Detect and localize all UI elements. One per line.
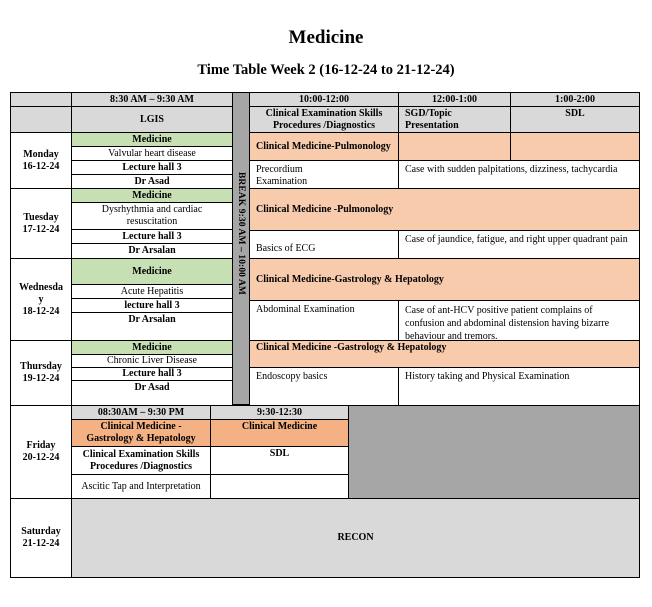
wednesday-topic: Acute Hepatitis: [71, 284, 233, 299]
day-name: Thursday: [20, 361, 62, 372]
monday-subject: Medicine: [71, 132, 233, 147]
day-date: 20-12-24: [22, 452, 60, 463]
friday-clinical-2: Clinical Medicine: [210, 419, 349, 447]
friday-empty: [210, 474, 349, 499]
friday-blocked-area: [348, 405, 640, 499]
break-column: [232, 92, 250, 405]
header-slot-3: 12:00-1:00: [398, 92, 511, 107]
wednesday-venue: lecture hall 3: [71, 298, 233, 313]
tuesday-case: Case of jaundice, fatigue, and right upper quadrant pain: [398, 230, 640, 259]
page-subtitle: Time Table Week 2 (16-12-24 to 21-12-24): [197, 62, 455, 78]
day-date: 17-12-24: [22, 223, 60, 235]
friday-clinical-1: Clinical Medicine - Gastrology & Hepatology: [71, 419, 211, 447]
header-corner-2: [10, 106, 72, 133]
day-date: 16-12-24: [22, 160, 60, 172]
day-saturday: [10, 498, 72, 578]
thursday-exam: Endoscopy basics: [249, 367, 399, 406]
day-date: 21-12-24: [22, 538, 60, 549]
break-label: BREAK 9:30 AM – 10:00 AM: [236, 172, 246, 295]
thursday-venue: Lecture hall 3: [71, 367, 233, 381]
saturday-recon: RECON: [71, 498, 640, 578]
monday-teacher: Dr Asad: [71, 174, 233, 189]
day-friday: [10, 405, 72, 499]
day-tuesday: [10, 188, 72, 259]
monday-venue: Lecture hall 3: [71, 160, 233, 175]
day-name: Tuesday: [23, 211, 59, 223]
day-name: Saturday: [21, 526, 61, 537]
header-slot-4: 1:00-2:00: [510, 92, 640, 107]
day-date: 19-12-24: [22, 373, 60, 384]
thursday-subject: Medicine: [71, 340, 233, 355]
header-slot-2: 10:00-12:00: [249, 92, 399, 107]
header-sgd: SGD/Topic Presentation: [398, 106, 511, 133]
header-corner: [10, 92, 72, 107]
thursday-clinical: Clinical Medicine -Gastrology & Hepatology: [249, 340, 640, 368]
tuesday-topic: Dysrhythmia and cardiac resuscitation: [71, 202, 233, 230]
monday-topic: Valvular heart disease: [71, 146, 233, 161]
wednesday-case: Case of ant-HCV positive patient complains of confusion and abdominal distension having bizarre behaviour and tremors.: [398, 300, 640, 341]
friday-slot-1: 08:30AM – 9:30 PM: [71, 405, 211, 420]
thursday-teacher: Dr Asad: [71, 380, 233, 406]
day-name: Monday: [23, 148, 59, 160]
thursday-topic: Chronic Liver Disease: [71, 354, 233, 368]
monday-sdl-empty: [510, 132, 640, 161]
friday-slot-2: 9:30-12:30: [210, 405, 349, 420]
monday-exam: Precordium Examination: [249, 160, 399, 189]
thursday-case: History taking and Physical Examination: [398, 367, 640, 406]
header-slot-1: 8:30 AM – 9:30 AM: [71, 92, 233, 107]
header-sdl: SDL: [510, 106, 640, 133]
wednesday-subject: Medicine: [71, 258, 233, 285]
wednesday-teacher: Dr Arsalan: [71, 312, 233, 341]
day-monday: [10, 132, 72, 189]
wednesday-exam: Abdominal Examination: [249, 300, 399, 341]
day-name: Friday: [26, 440, 56, 451]
friday-ascitic: Ascitic Tap and Interpretation: [71, 474, 211, 499]
header-lgis: LGIS: [71, 106, 233, 133]
day-name: Wednesda y: [19, 281, 63, 305]
wednesday-clinical: Clinical Medicine-Gastrology & Hepatology: [249, 258, 640, 301]
tuesday-subject: Medicine: [71, 188, 233, 203]
header-clinical: Clinical Examination Skills Procedures /Diagnostics: [249, 106, 399, 133]
monday-clinical: Clinical Medicine-Pulmonology: [249, 132, 399, 161]
friday-sdl: SDL: [210, 446, 349, 475]
friday-skills: Clinical Examination Skills Procedures /Diagnostics: [71, 446, 211, 475]
monday-case: Case with sudden palpitations, dizziness, tachycardia: [398, 160, 640, 189]
tuesday-teacher: Dr Arsalan: [71, 243, 233, 259]
monday-sgd-empty: [398, 132, 511, 161]
tuesday-exam: Basics of ECG: [249, 230, 399, 259]
tuesday-clinical: Clinical Medicine -Pulmonology: [249, 188, 640, 231]
day-thursday: [10, 340, 72, 406]
page-title: Medicine: [288, 27, 364, 48]
day-wednesday: [10, 258, 72, 341]
day-date: 18-12-24: [22, 305, 60, 317]
tuesday-venue: Lecture hall 3: [71, 229, 233, 244]
